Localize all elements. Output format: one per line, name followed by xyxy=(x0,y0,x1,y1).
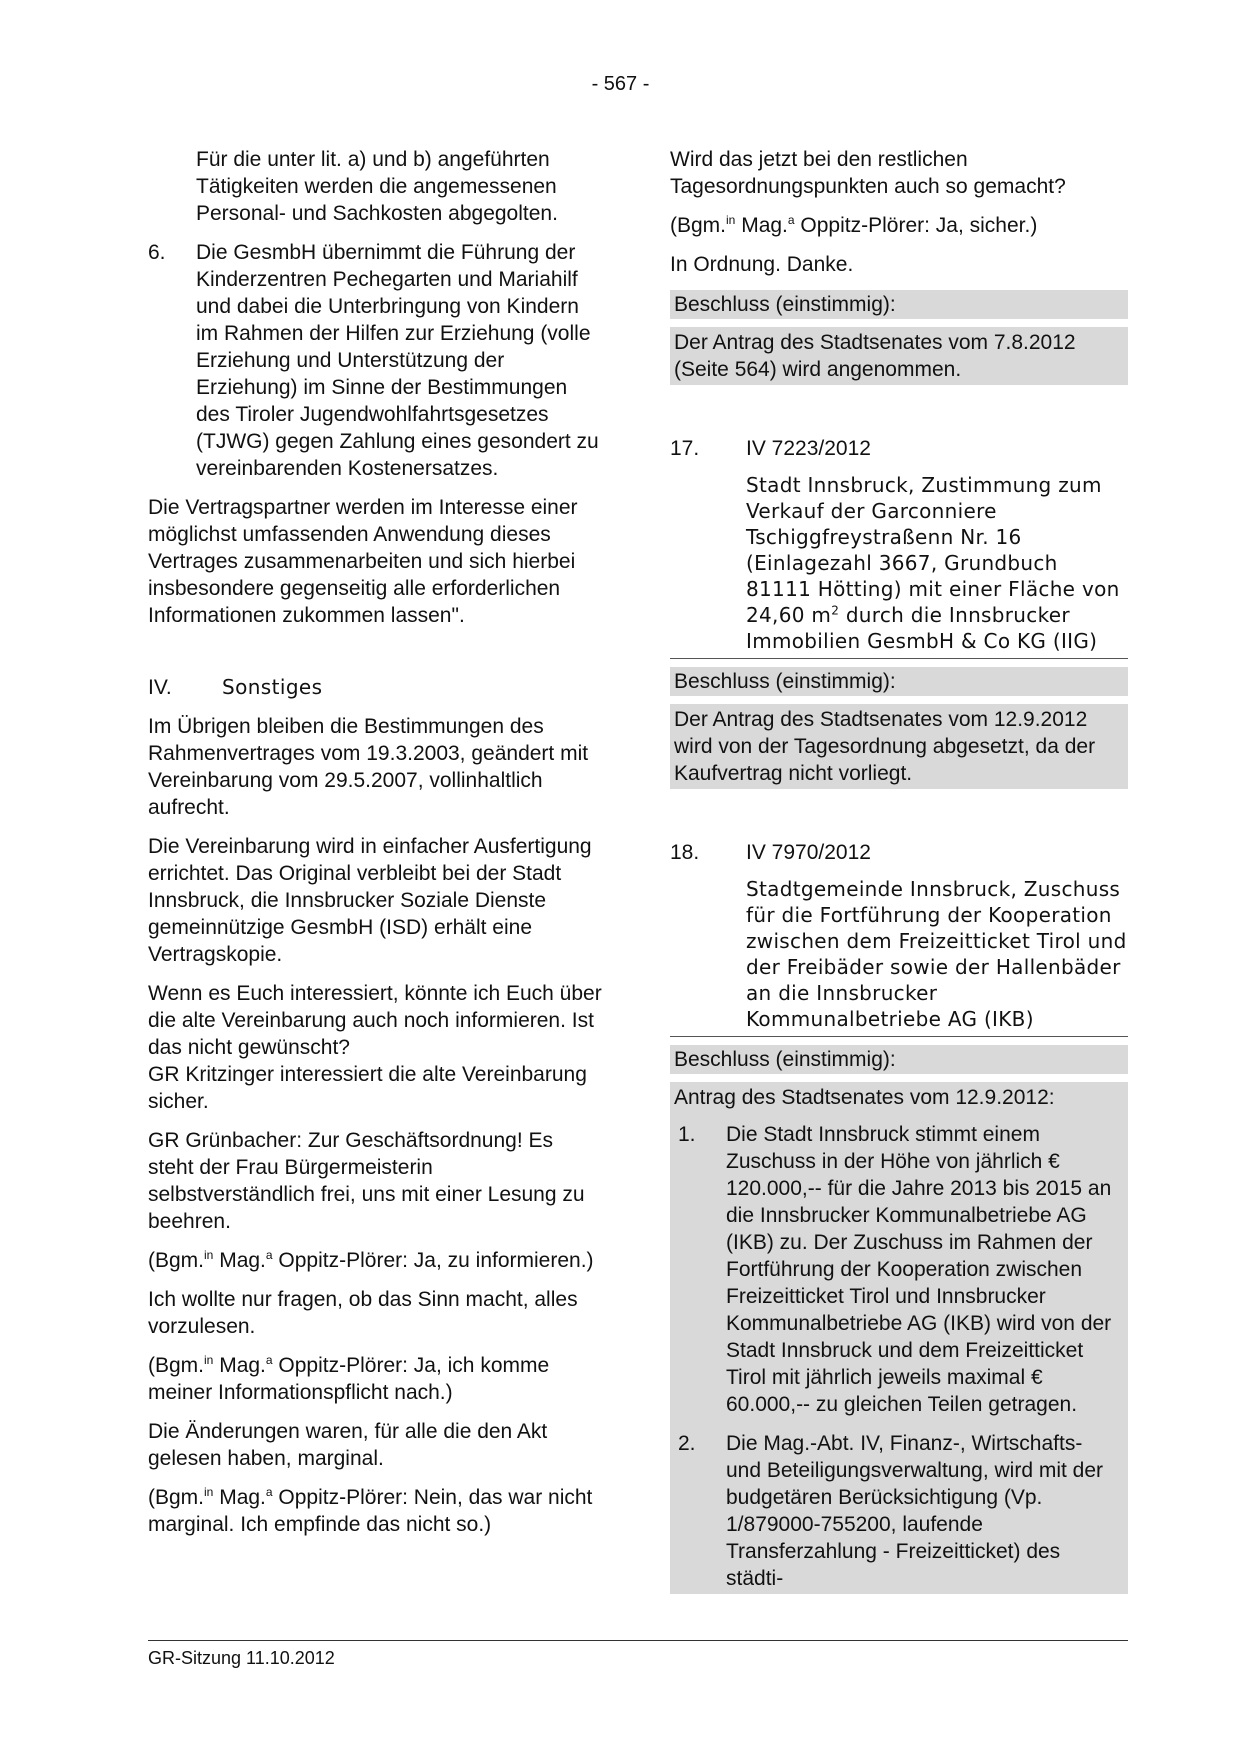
resolution-text: Der Antrag des Stadtsenates vom 7.8.2012 (Seite 564) wird angenommen. xyxy=(674,331,1076,381)
superscript: 2 xyxy=(831,603,840,618)
paragraph: Im Übrigen bleiben die Bestimmungen des Rahmenvertrages vom 19.3.2003, geändert mit Vereinbarung vom 29.5.2007, vollinhaltlich aufrecht. xyxy=(148,715,589,819)
section-title: Sonstiges xyxy=(222,675,323,699)
right-column xyxy=(670,146,1128,1602)
paragraph-part: Wenn es Euch interessiert, könnte ich Euch über die alte Vereinbarung auch noch informieren. Ist das nicht gewünscht? xyxy=(148,982,602,1059)
superscript: a xyxy=(787,213,795,227)
agenda-description: Stadtgemeinde Innsbruck, Zuschuss für die Fortführung der Kooperation zwischen dem Freizeitticket Tirol und der Freibäder sowie der Hallenbäder an die Innsbrucker Kommunalbetriebe AG (IKB) xyxy=(746,877,1127,1031)
resolution-heading: Beschluss (einstimmig): xyxy=(670,290,1128,319)
paragraph: In Ordnung. Danke. xyxy=(670,253,854,276)
footer-divider xyxy=(148,1640,1128,1641)
superscript: a xyxy=(265,1485,273,1499)
resolution-intro: Antrag des Stadtsenates vom 12.9.2012: xyxy=(674,1086,1055,1109)
superscript: in xyxy=(204,1485,214,1499)
superscript: a xyxy=(265,1353,273,1367)
resolution-text: Der Antrag des Stadtsenates vom 12.9.2012 wird von der Tagesordnung abgesetzt, da der Kaufvertrag nicht vorliegt. xyxy=(674,708,1096,785)
agenda-description-text: durch die Innsbrucker Immobilien GesmbH & Co KG (IIG) xyxy=(746,603,1098,653)
paragraph xyxy=(148,980,603,1115)
resolution-heading: Beschluss (einstimmig): xyxy=(670,667,1128,696)
section-heading xyxy=(148,674,603,701)
bgm-prefix: (Bgm. xyxy=(670,214,727,237)
agenda-description xyxy=(670,472,1128,658)
agenda-description-text: Stadt Innsbruck, Zustimmung zum Verkauf der Garconniere Tschiggfreystraßenn Nr. 16 (Einlagezahl 3667, Grundbuch 81111 Hötting) mit einer Fläche von 24,60 m xyxy=(746,473,1120,627)
paragraph: Die Änderungen waren, für alle die den Akt gelesen haben, marginal. xyxy=(148,1420,548,1470)
paragraph: Ich wollte nur fragen, ob das Sinn macht, alles vorzulesen. xyxy=(148,1288,578,1338)
resolution-box xyxy=(670,704,1128,789)
agenda-reference: IV 7970/2012 xyxy=(746,841,871,864)
agenda-reference: IV 7223/2012 xyxy=(746,437,871,460)
list-number: 6. xyxy=(148,241,166,264)
superscript: in xyxy=(726,213,736,227)
left-column xyxy=(148,146,603,1550)
page-number: - 567 - xyxy=(591,73,650,95)
resolution-box xyxy=(670,1082,1128,1594)
mayor-remark xyxy=(670,212,1128,239)
remark-text: Oppitz-Plörer: Nein, das war nicht marginal. Ich empfinde das nicht so.) xyxy=(148,1486,593,1536)
superscript: in xyxy=(204,1353,214,1367)
agenda-number: 17. xyxy=(670,437,700,460)
bgm-prefix: (Bgm. xyxy=(148,1354,205,1377)
list-number: 1. xyxy=(678,1123,696,1146)
list-item xyxy=(678,1430,1120,1592)
paragraph-part: GR Kritzinger interessiert die alte Vereinbarung sicher. xyxy=(148,1063,587,1113)
remark-text: Oppitz-Plörer: Ja, ich komme meiner Informationspflicht nach.) xyxy=(148,1354,550,1404)
agenda-item-17 xyxy=(670,435,1128,658)
bgm-prefix: (Bgm. xyxy=(148,1249,205,1272)
paragraph: Wird das jetzt bei den restlichen Tagesordnungspunkten auch so gemacht? xyxy=(670,148,1066,198)
list-number: 2. xyxy=(678,1432,696,1455)
list-text: Die Stadt Innsbruck stimmt einem Zuschuss in der Höhe von jährlich € 120.000,-- für die Jahre 2013 bis 2015 an die Innsbrucker Kommunalbetriebe AG (IKB) zu. Der Zuschuss im Rahmen der Fortführung der Kooperation zwischen Freizeitticket Tirol und Innsbrucker Kommunalbetriebe AG (IKB) wird von der Stadt Innsbruck und dem Freizeitticket Tirol mit jährlich jeweils maximal € 60.000,-- zu gleichen Teilen getragen. xyxy=(726,1123,1112,1416)
remark-text: Oppitz-Plörer: Ja, zu informieren.) xyxy=(278,1249,594,1272)
list-item xyxy=(148,239,603,482)
paragraph: Für die unter lit. a) und b) angeführten Tätigkeiten werden die angemessenen Personal- und Sachkosten abgegolten. xyxy=(196,148,558,225)
mayor-remark xyxy=(148,1247,603,1274)
section-number: IV. xyxy=(148,676,172,699)
superscript: in xyxy=(204,1248,214,1262)
list-text: Die GesmbH übernimmt die Führung der Kinderzentren Pechegarten und Mariahilf und dabei die Unterbringung von Kindern im Rahmen der Hilfen zur Erziehung (volle Erziehung und Unterstützung der Erziehung) im Sinne der Bestimmungen des Tiroler Jugendwohlfahrtsgesetzes (TJWG) gegen Zahlung eines gesondert zu vereinbarenden Kostenersatzes. xyxy=(196,241,599,480)
list-item xyxy=(678,1121,1120,1418)
divider xyxy=(670,1036,1128,1037)
mayor-remark xyxy=(148,1484,603,1538)
resolution-box xyxy=(670,327,1128,385)
agenda-item-18 xyxy=(670,839,1128,1036)
paragraph: GR Grünbacher: Zur Geschäftsordnung! Es steht der Frau Bürgermeisterin selbstverständlich frei, uns mit einer Lesung zu beehren. xyxy=(148,1129,585,1233)
mag-prefix: Mag. xyxy=(219,1486,266,1509)
bgm-prefix: (Bgm. xyxy=(148,1486,205,1509)
superscript: a xyxy=(265,1248,273,1262)
resolution-heading: Beschluss (einstimmig): xyxy=(670,1045,1128,1074)
mag-prefix: Mag. xyxy=(219,1249,266,1272)
agenda-number: 18. xyxy=(670,841,700,864)
resolution-list xyxy=(674,1121,1124,1592)
footer-text: GR-Sitzung 11.10.2012 xyxy=(148,1648,335,1668)
mayor-remark xyxy=(148,1352,603,1406)
remark-text: Oppitz-Plörer: Ja, sicher.) xyxy=(800,214,1038,237)
paragraph: Die Vertragspartner werden im Interesse einer möglichst umfassenden Anwendung dieses Vertrages zusammenarbeiten und sich hierbei insbesondere gegenseitig alle erforderlichen Informationen zukommen lassen". xyxy=(148,496,578,627)
divider xyxy=(670,658,1128,659)
mag-prefix: Mag. xyxy=(219,1354,266,1377)
mag-prefix: Mag. xyxy=(741,214,788,237)
list-text: Die Mag.-Abt. IV, Finanz-, Wirtschafts- und Beteiligungsverwaltung, wird mit der budgetären Berücksichtigung (Vp. 1/879000-755200, laufende Transferzahlung - Freizeitticket) des städti- xyxy=(726,1432,1104,1590)
paragraph: Die Vereinbarung wird in einfacher Ausfertigung errichtet. Das Original verbleibt bei der Stadt Innsbruck, die Innsbrucker Soziale Dienste gemeinnützige GesmbH (ISD) erhält eine Vertragskopie. xyxy=(148,835,592,966)
